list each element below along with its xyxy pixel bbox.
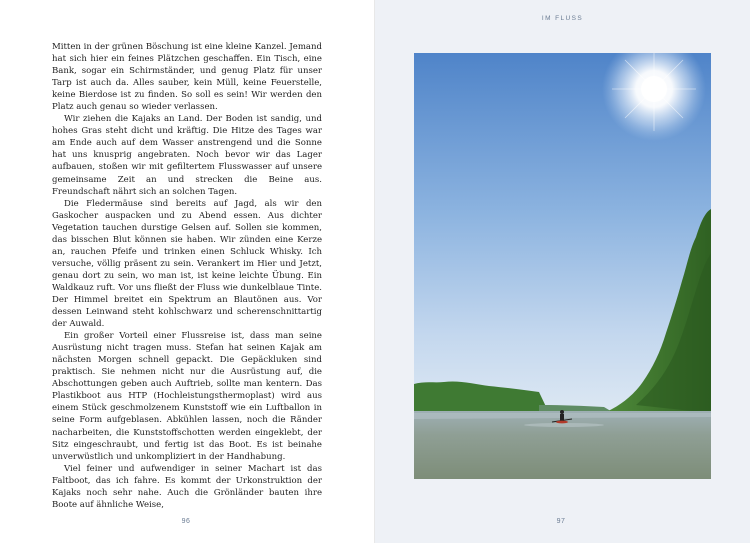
paragraph: Die Fledermäuse sind bereits auf Jagd, als wir den Gaskocher auspacken und zu Abend essen. Aus dichter Vegetation tauchen durstige Gelsen auf. Sollen sie kommen, das bisschen Blut können sie haben. Wir zünden eine Kerze an, rauchen Pfeife und trinken einen Schluck Whisky. Ich versuche, völlig präsent zu sein. Verankert im Hier und Jetzt, genau dort zu sein, wo man ist, ist keine leichte Übung. Ein Waldkauz ruft. Vor uns fließt der Fluss wie dunkelblaue Tinte. Der Himmel breitet ein Spektrum an Blautönen aus. Vor dessen Leinwand steht kohlschwarz und scherenschnittartig der Auwald. [52, 198, 322, 330]
body-text [52, 41, 322, 511]
running-head: IM FLUSS [541, 15, 584, 22]
page-number-right: 97 [556, 518, 566, 525]
paragraph: Wir ziehen die Kajaks an Land. Der Boden ist sandig, und hohes Gras steht dicht und kräftig. Die Hitze des Tages war am Ende auch auf dem Wasser anstrengend und die Sonne hat uns knusprig angebraten. Noch bevor wir das Lager aufbauen, stoßen wir mit gefiltertem Flusswasser auf unsere gemeinsame Zeit an und strecken die Beine aus. Freundschaft nährt sich an solchen Tagen. [52, 114, 322, 197]
right-page [375, 0, 750, 543]
paragraph: Ein großer Vorteil einer Flussreise ist, dass man seine Ausrüstung nicht tragen muss. Stefan hat seinen Kajak am nächsten Morgen schnell gepackt. Die Gepäckluken sind praktisch. Sie nehmen nicht nur die Ausrüstung auf, die Abschottungen geben auch Auftrieb, sollte man kentern. Das Plastikboot aus HTP (Hochleistungsthermoplast) wird aus einem Stück geschmolzenem Kunststoff wie ein Luftballon in seine Form aufgeblasen. Abkühlen lassen, noch die Ränder nacharbeiten, die Kunststoffschotten werden eingeklebt, der Sitz eingeschraubt, und fertig ist das Boot. Es ist beinahe unverwüstlich und unkompliziert in der Handhabung. [52, 331, 322, 462]
paragraph: Mitten in der grünen Böschung ist eine kleine Kanzel. Jemand hat sich hier ein feines Plätzchen geschaffen. Ein Tisch, eine Bank, sogar ein Schirmständer, und genug Platz für unser Tarp ist auch da. Alles sauber, kein Müll, keine Feuerstelle, keine Bierdose ist zu finden. So soll es sein! Wir werden den Platz auch genau so wieder verlassen. [52, 42, 322, 113]
page-number-left: 96 [181, 518, 191, 525]
river-kayak-photo [414, 53, 711, 479]
paragraph: Viel feiner und aufwendiger in seiner Machart ist das Faltboot, das ich fahre. Es kommt der Urkonstruktion der Kajaks noch sehr nahe. Auch die Grönländer bauten ihre Boote auf ähnliche Weise, [52, 463, 322, 510]
